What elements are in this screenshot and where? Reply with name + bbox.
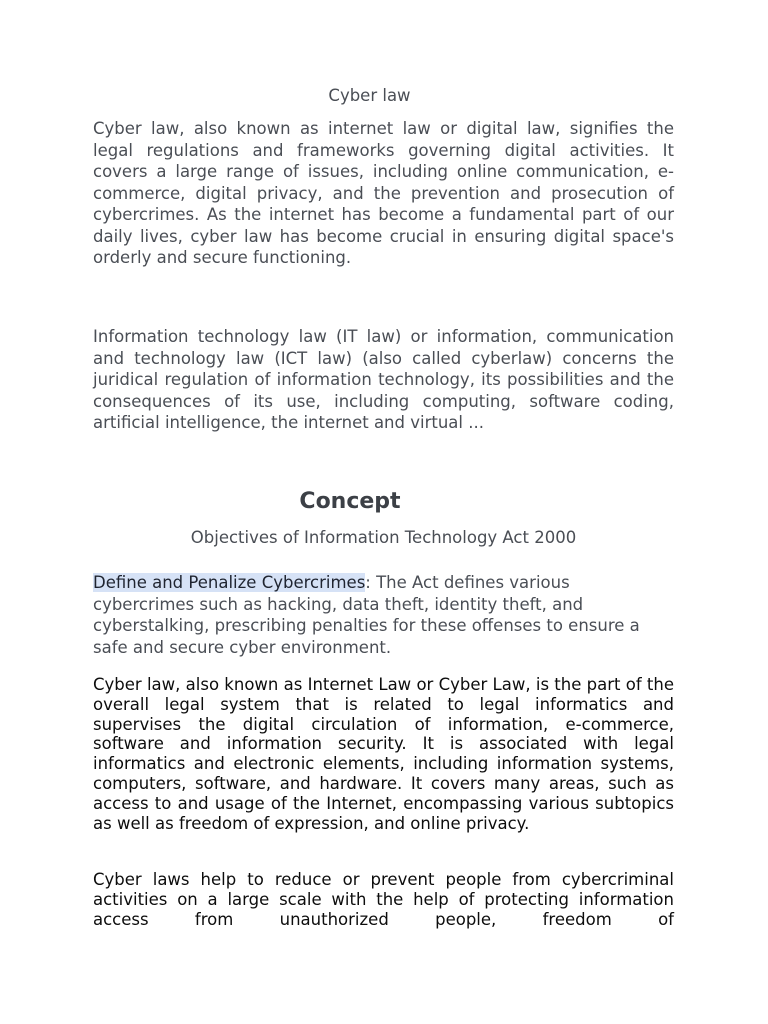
- objective-text: : The Act defines various cybercrimes such as hacking, data theft, identity theft, and cyberstalking, prescribing penalties for these offenses to ensure a safe and secure cyber environment.: [93, 573, 640, 657]
- objective-highlight[interactable]: Define and Penalize Cybercrimes: [93, 573, 366, 592]
- document-title: Cyber law: [328, 86, 411, 105]
- objectives-heading: Objectives of Information Technology Act 2000: [190, 528, 577, 547]
- it-law-paragraph: Information technology law (IT law) or information, communication and technology law (ICT law) (also called cyberlaw) concerns the juridical regulation of information technology, its possibilities and the consequences of its use, including computing, software coding, artificial intelligence, the internet and virtual ...: [93, 327, 674, 432]
- purpose-paragraph: Cyber laws help to reduce or prevent people from cybercriminal activities on a large scale with the help of protecting information access from unauthorized people, freedom of: [93, 870, 674, 929]
- objective-paragraph: [93, 572, 674, 658]
- concept-heading: Concept: [299, 489, 401, 514]
- definition-paragraph: Cyber law, also known as Internet Law or Cyber Law, is the part of the overall legal system that is related to legal informatics and supervises the digital circulation of information, e-commerce, software and information security. It is associated with legal informatics and electronic elements, including information systems, computers, software, and hardware. It covers many areas, such as access to and usage of the Internet, encompassing various subtopics as well as freedom of expression, and online privacy.: [93, 675, 674, 833]
- intro-paragraph: Cyber law, also known as internet law or digital law, signifies the legal regulations and frameworks governing digital activities. It covers a large range of issues, including online communication, e-commerce, digital privacy, and the prevention and prosecution of cybercrimes. As the internet has become a fundamental part of our daily lives, cyber law has become crucial in ensuring digital space's orderly and secure functioning.: [93, 119, 674, 267]
